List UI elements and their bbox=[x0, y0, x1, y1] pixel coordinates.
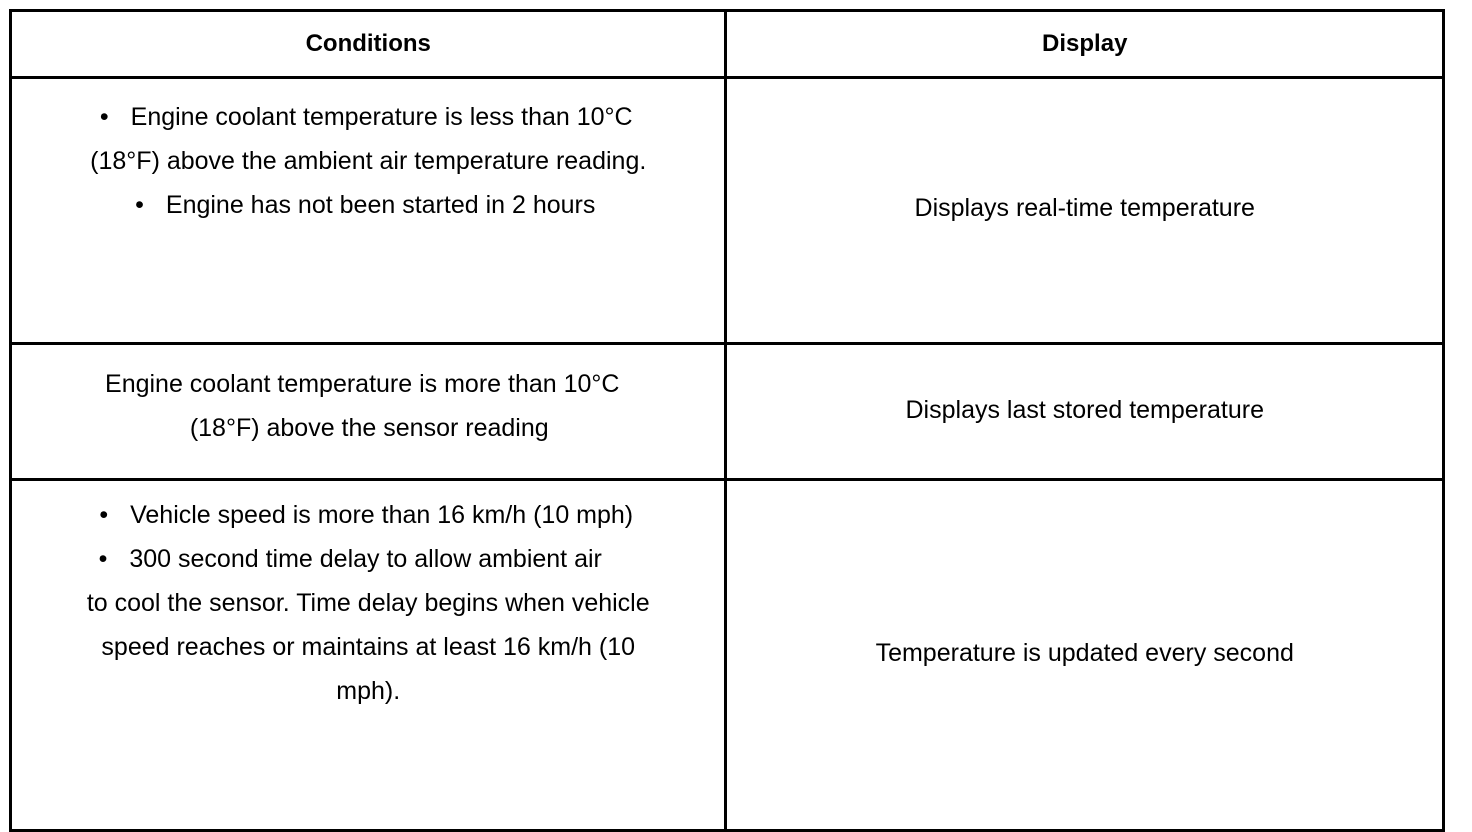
condition-line bbox=[12, 537, 724, 581]
condition-text: (18°F) above the ambient air temperature reading. bbox=[90, 147, 647, 175]
bullet-icon: • bbox=[99, 103, 109, 131]
header-conditions: Conditions bbox=[11, 11, 726, 78]
condition-text: Engine coolant temperature is less than 10°C bbox=[130, 103, 633, 131]
condition-text: mph). bbox=[336, 677, 401, 705]
table-row bbox=[11, 78, 1444, 344]
condition-text: to cool the sensor. Time delay begins when vehicle bbox=[86, 589, 650, 617]
table-row bbox=[11, 480, 1444, 831]
condition-text: Engine has not been started in 2 hours bbox=[165, 191, 596, 219]
conditions-cell bbox=[11, 480, 726, 831]
condition-line bbox=[12, 406, 724, 450]
condition-line bbox=[12, 581, 724, 625]
condition-line bbox=[12, 95, 724, 139]
condition-line bbox=[12, 183, 724, 227]
bullet-icon: • bbox=[98, 545, 108, 573]
condition-line bbox=[12, 669, 724, 713]
condition-line bbox=[12, 493, 724, 537]
condition-line bbox=[12, 625, 724, 669]
conditions-cell bbox=[11, 78, 726, 344]
condition-text: 300 second time delay to allow ambient air bbox=[129, 545, 602, 573]
display-cell: Temperature is updated every second bbox=[726, 480, 1444, 831]
condition-text: (18°F) above the sensor reading bbox=[189, 414, 549, 442]
condition-text: Engine coolant temperature is more than 10°C bbox=[105, 370, 620, 398]
header-row bbox=[11, 11, 1444, 78]
condition-text: speed reaches or maintains at least 16 km/h (10 bbox=[101, 633, 636, 661]
table-row bbox=[11, 344, 1444, 480]
bullet-icon: • bbox=[135, 191, 144, 219]
display-cell: Displays last stored temperature bbox=[726, 344, 1444, 480]
condition-text: Vehicle speed is more than 16 km/h (10 mph) bbox=[130, 501, 634, 529]
conditions-display-table bbox=[9, 9, 1445, 832]
bullet-icon: • bbox=[99, 501, 109, 529]
conditions-cell bbox=[11, 344, 726, 480]
display-cell: Displays real-time temperature bbox=[726, 78, 1444, 344]
condition-line bbox=[12, 362, 724, 406]
header-display: Display bbox=[726, 11, 1444, 78]
condition-line bbox=[12, 139, 724, 183]
